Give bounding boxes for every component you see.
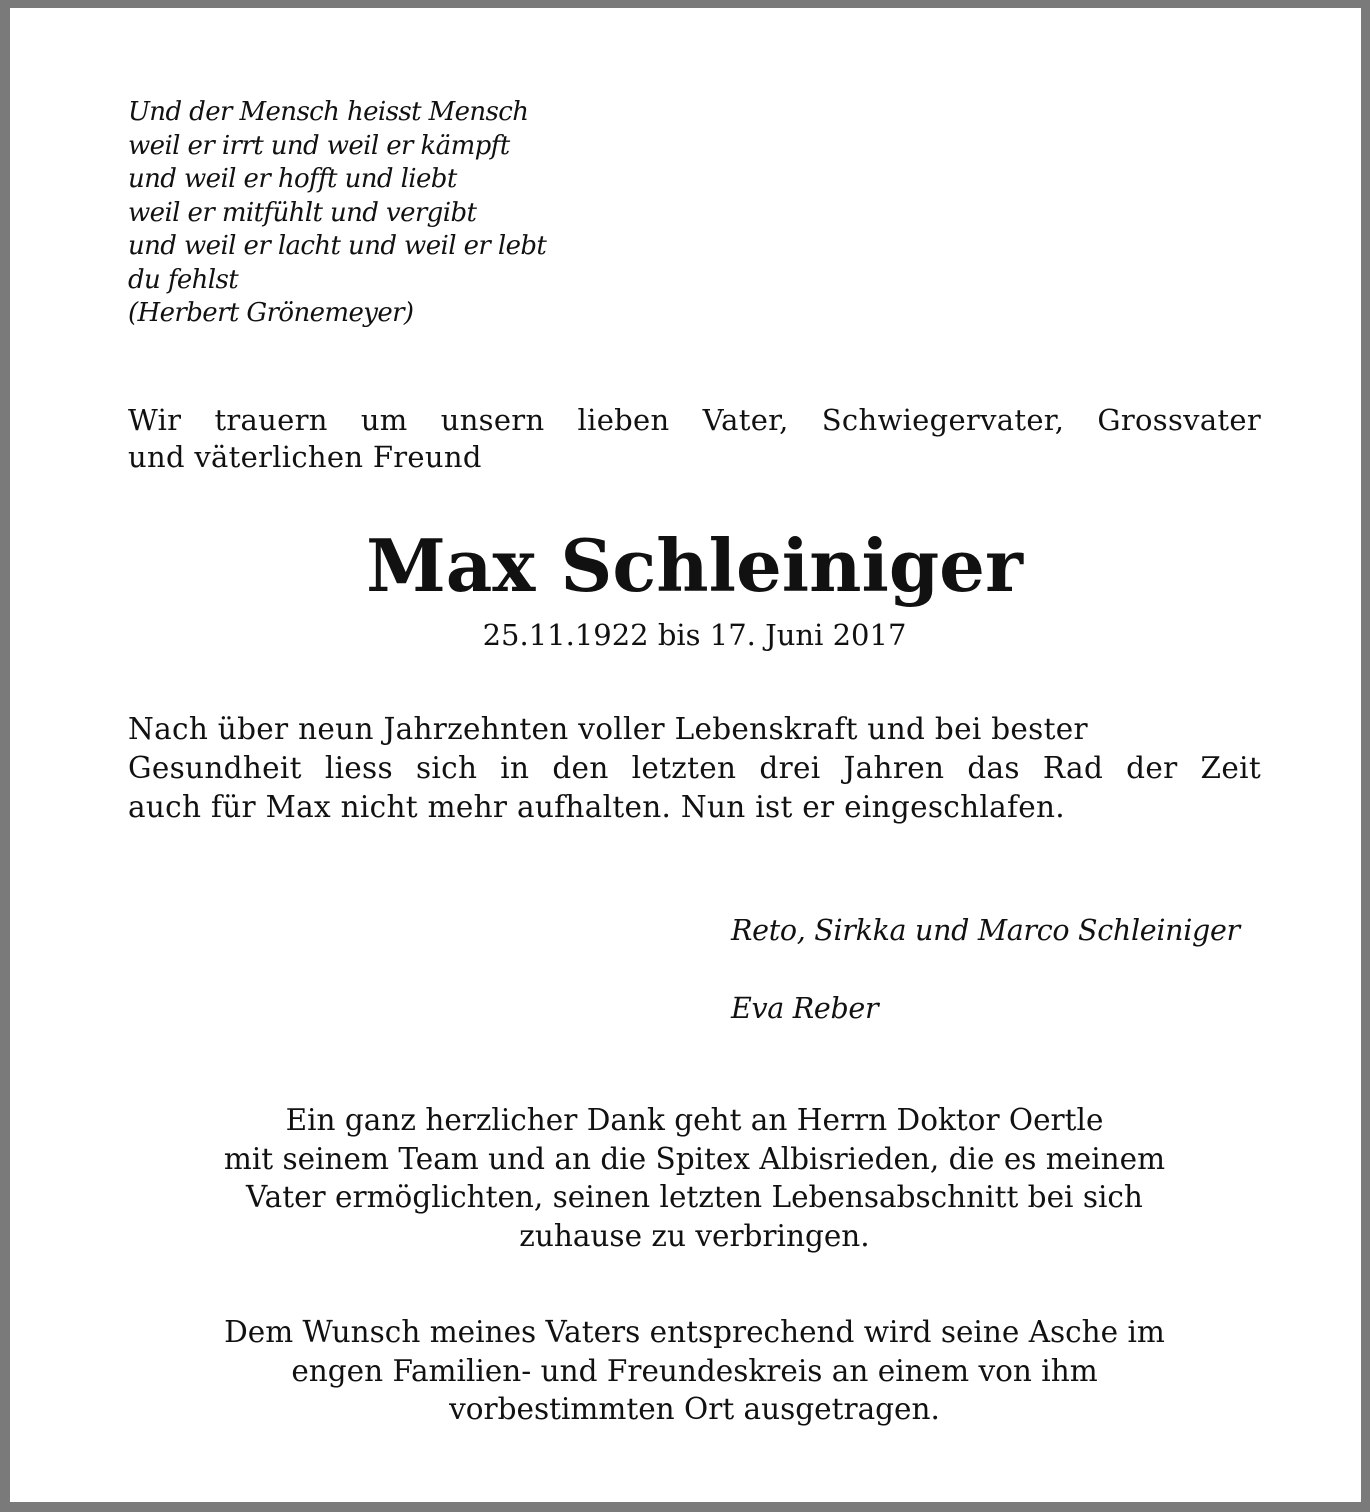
intro-line: Wir trauern um unsern lieben Vater, Schwiegervater, Grossvater xyxy=(128,403,1261,437)
poem-line: Und der Mensch heisst Mensch xyxy=(128,97,529,127)
deceased-name: Max Schleiniger xyxy=(366,523,1023,608)
intro-line: und väterlichen Freund xyxy=(128,440,482,474)
poem-line: weil er mitfühlt und vergibt xyxy=(128,197,477,228)
thanks-line: mit seinem Team und an die Spitex Albisrieden, die es meinem xyxy=(223,1141,1166,1176)
thanks-line: Vater ermöglichten, seinen letzten Lebensabschnitt bei sich xyxy=(246,1180,1143,1214)
wish-line: vorbestimmten Ort ausgetragen. xyxy=(449,1392,940,1426)
thanks-line: Ein ganz herzlicher Dank geht an Herrn Doktor Oertle xyxy=(285,1103,1104,1137)
poem-attribution: (Herbert Grönemeyer) xyxy=(128,298,414,328)
signer-name: Eva Reber xyxy=(731,992,879,1025)
poem-line: weil er irrt und weil er kämpft xyxy=(128,130,510,161)
poem-line: und weil er lacht und weil er lebt xyxy=(128,231,547,261)
wish-line: engen Familien- und Freundeskreis an einem von ihm xyxy=(291,1353,1098,1388)
life-dates: 25.11.1922 bis 17. Juni 2017 xyxy=(482,618,907,652)
statement-line: auch für Max nicht mehr aufhalten. Nun ist er eingeschlafen. xyxy=(128,790,1065,824)
statement-line: Gesundheit liess sich in den letzten drei Jahren das Rad der Zeit xyxy=(128,751,1261,785)
life-statement xyxy=(128,710,1261,827)
poem-line: du fehlst xyxy=(128,264,239,295)
burial-wish xyxy=(128,1313,1261,1429)
statement-line: Nach über neun Jahrzehnten voller Lebenskraft und bei bester xyxy=(128,712,1088,746)
thanks-line: zuhause zu verbringen. xyxy=(519,1218,870,1253)
wish-line: Dem Wunsch meines Vaters entsprechend wird seine Asche im xyxy=(224,1315,1165,1349)
mourning-intro xyxy=(128,402,1261,476)
signer-family: Reto, Sirkka und Marco Schleiniger xyxy=(731,914,1240,947)
poem-line: und weil er hofft und liebt xyxy=(128,164,457,194)
thanks-note xyxy=(128,1101,1261,1255)
poem-quote xyxy=(128,96,828,331)
